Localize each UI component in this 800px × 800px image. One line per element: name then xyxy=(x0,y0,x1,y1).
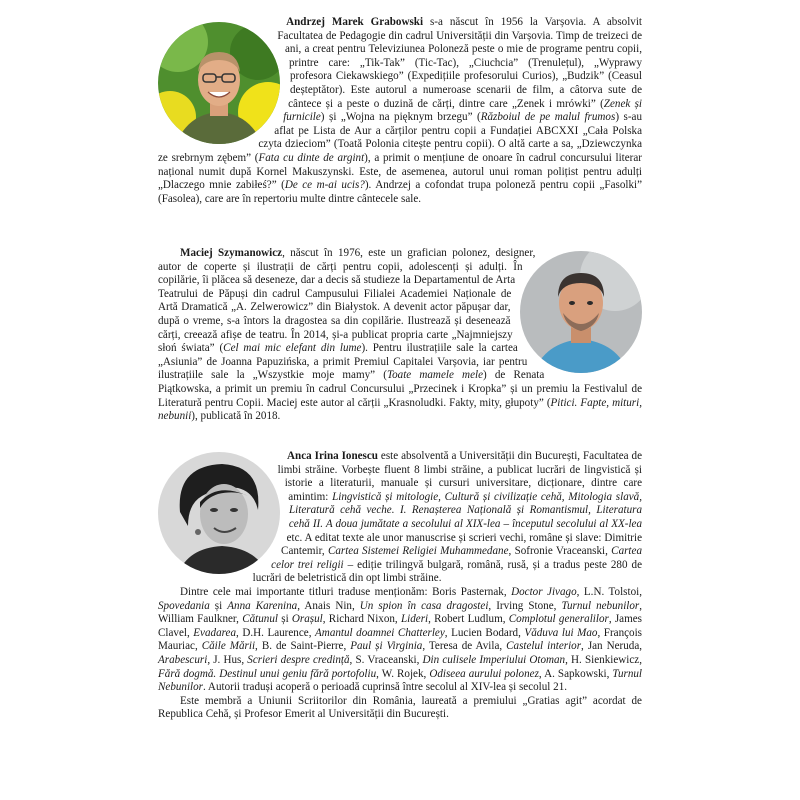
bio-paragraph: Anca Irina Ionescu este absolventă a Universității din București, Facultatea de limbi străine. Vorbește fluent 8 limbi străine, a publicat lucrări de lingvistică și istorie a literaturii, manuale și cursuri universitare, dicționare, dintre care amintim: Lingvistică și mitologie, Cultură și civilizație cehă, Mitologia slavă, Literatură cehă veche. I. Renașterea Națională și Romantismul, Literatura cehă II. A doua jumătate a secolului al XIX-lea – începutul secolului al XX-lea etc. A editat texte ale unor manuscrise și scrieri vechi, române și slave: Dimitrie Cantemir, Cartea Sistemei Religiei Muhammedane, Sofronie Vraceanski, Cartea celor trei religii – ediție trilingvă bulgară, română, rusă, și a tradus peste 280 de lucrări de beletristică din opt limbi străine. xyxy=(252,450,642,585)
bio-paragraph: Andrzej Marek Grabowski s-a născut în 1956 la Varșovia. A absolvit Facultatea de Pedagogie din cadrul Universității din Varșovia. Timp de treizeci de ani, a creat pentru Televiziunea Poloneză peste o mie de programe pentru copii, printre care: „Tik-Tak” (Tic-Tac), „Ciuchcia” (Trenulețul), „Wyprawy profesora Ciekawskiego” (Expedițiile profesorului Curios), „Budzik” (Ceasul deșteptător). Este autorul a numeroase scenarii de film, a câtorva sute de cântece și a peste o duzină de cărți, dintre care „Zenek i mrówki” (Zenek și furnicile) și „Wojna na pięknym brzegu” (Războiul de pe malul frumos) s-au aflat pe Lista de Aur a cărților pentru copii a Fundației ABCXXI „Cała Polska czyta dzieciom” (Toată Polonia citește pentru copii). O altă carte a sa, „Dziewczynka ze srebrnym zębem” (Fata cu dinte de argint), a primit o mențiune de onoare în cadrul concursului literar național numit după Kornel Makuszynski. Este, de asemenea, autorul unui roman polițist pentru adulți „Dlaczego mnie zabiłeś?” (De ce m-ai ucis?). Andrzej a cofondat trupa poloneză pentru copii „Fasolki” (Fasolea), care are în repertoriu multe dintre cântecele sale. xyxy=(158,16,643,205)
author-photo-ionescu xyxy=(158,452,280,574)
bio-szymanowicz xyxy=(158,247,642,424)
translations-paragraph: Dintre cele mai importante titluri traduse menționăm: Boris Pasternak, Doctor Jivago, L.N. Tolstoi, Spovedania și Anna Karenina, Anais Nin, Un spion în casa dragostei, Irving Stone, Turnul nebunilor, William Faulkner, Cătunul și Orașul, Richard Nixon, Lideri, Robert Ludlum, Complotul generalilor, James Clavel, Evadarea, D.H. Laurence, Amantul doamnei Chatterley, Lucien Bodard, Văduva lui Mao, François Mauriac, Căile Mării, B. de Saint-Pierre, Paul și Virginia, Teresa de Avila, Castelul interior, Jan Neruda, Arabescuri, J. Hus, Scrieri despre credință, S. Vraceanski, Din culisele Imperiului Otoman, H. Sienkiewicz, Fără dogmă. Destinul unui geniu fără portofoliu, W. Rojek, Odiseea aurului polonez, A. Sapkowski, Turnul Nebunilor. Autorii traduși acoperă o perioadă cuprinsă între secolul al XIV-lea și secolul 21. xyxy=(158,585,643,694)
bio-grabowski xyxy=(158,16,642,206)
author-name: Anca Irina Ionescu xyxy=(287,450,378,462)
membership-paragraph: Este membră a Uniunii Scriitorilor din România, laureată a premiului „Gratias agit” acordat de Republica Cehă, și Profesor Emerit al Universității din București. xyxy=(158,694,642,721)
author-photo-grabowski xyxy=(158,22,280,144)
author-photo-szymanowicz xyxy=(520,251,642,373)
author-name: Maciej Szymanowicz xyxy=(180,247,283,259)
bio-paragraph: Maciej Szymanowicz, născut în 1976, este un grafician polonez, designer, autor de coperte și ilustrații de cărți pentru copii, adolescenți și adulți. În copilărie, îi plăcea să deseneze, dar a decis să studieze la Departamentul de Arta Teatrului de Păpuși din cadrul Campusului Filialei Academiei Naționale de Artă Dramatică „A. Zelwerowicz” din Białystok. A devenit actor păpușar dar, după o vreme, s-a întors la dragostea sa din copilărie. Ilustrează și desenează cărți, creează afișe de teatru. În 2014, și-a publicat propria carte „Najmniejszy słoń świata” (Cel mai mic elefant din lume). Pentru ilustrațiile sale la cartea „Asiunia” de Joanna Papuzińska, a primit Premiul Capitalei Varșovia, iar pentru ilustrațiile sale la „Wszystkie moje mamy” (Toate mamele mele) de Renata Piątkowska, a primit un premiu în cadrul Concursului „Przecinek i Kropka” și un premiu la Festivalul de Literatură pentru Copii. Maciej este autor al cărții „Krasnoludki. Fakty, mity, głupoty” (Pitici. Fapte, mituri, nebunii), publicată în 2018. xyxy=(158,247,642,423)
bio-ionescu xyxy=(158,450,642,722)
author-name: Andrzej Marek Grabowski xyxy=(286,16,424,28)
